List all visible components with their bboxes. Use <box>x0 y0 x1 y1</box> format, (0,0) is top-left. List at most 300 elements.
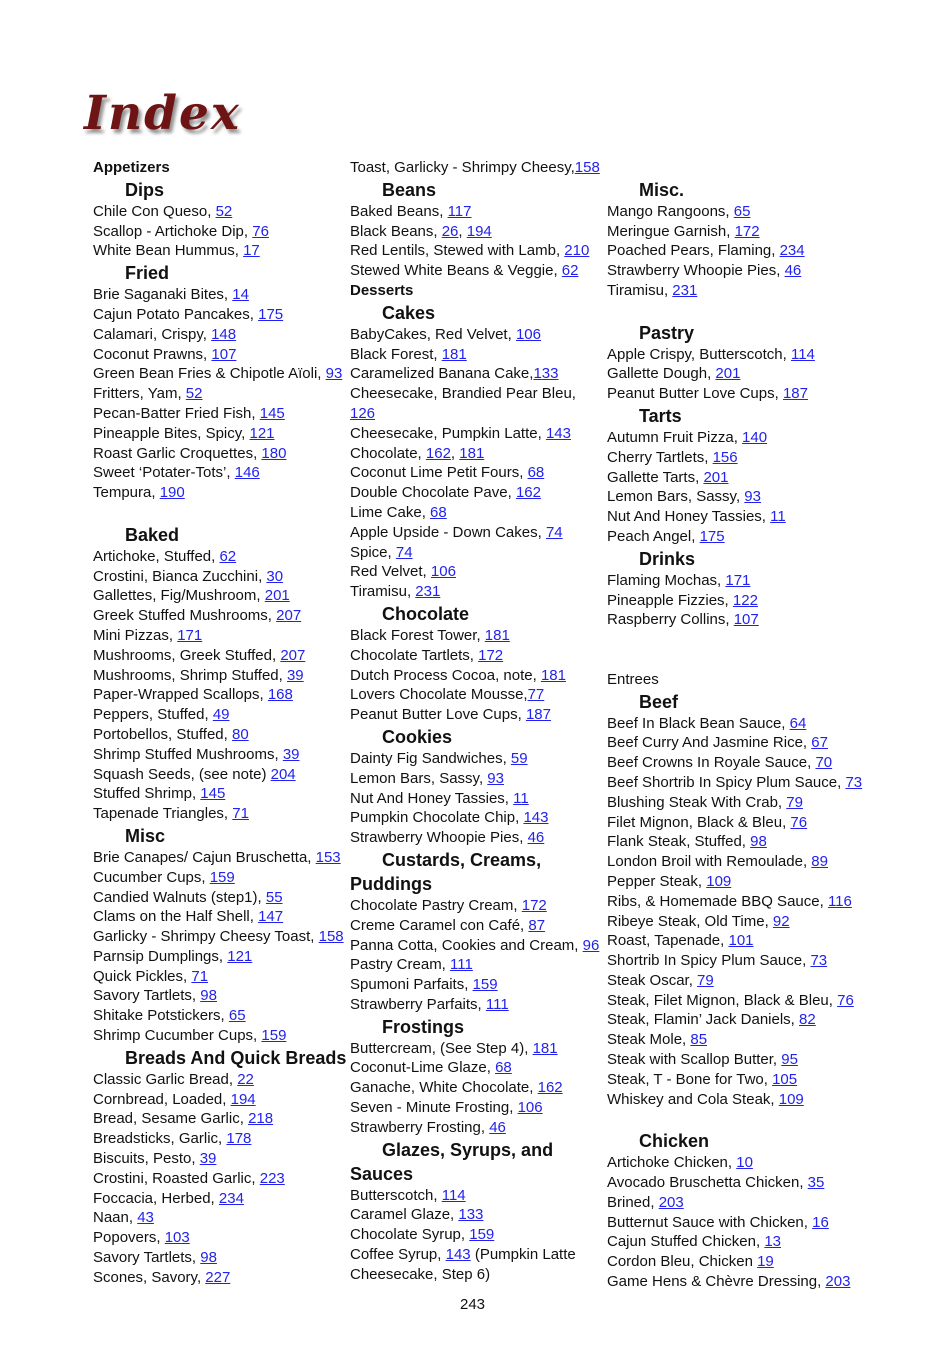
page-link[interactable]: 76 <box>837 991 854 1009</box>
page-link[interactable]: 159 <box>469 1226 495 1244</box>
category-heading: Misc. <box>639 179 685 200</box>
page-link[interactable]: 162 <box>515 484 541 502</box>
index-entry <box>93 927 351 947</box>
entry-text: Shrimp Stuffed Mushrooms, <box>93 745 283 763</box>
index-entry <box>607 487 897 507</box>
entry-text: Pineapple Bites, Spicy, <box>93 424 250 442</box>
page-link[interactable]: 180 <box>261 444 287 462</box>
page-link[interactable]: 111 <box>450 956 473 974</box>
entry-text: Steak Mole, <box>607 1031 691 1049</box>
page-link[interactable]: 11 <box>770 508 786 526</box>
page-link[interactable]: 204 <box>270 765 296 783</box>
entry-text: , <box>458 222 467 240</box>
entry-text: Lime Cake, <box>350 503 431 521</box>
index-entry <box>350 384 602 424</box>
page-link[interactable]: 172 <box>521 896 547 914</box>
index-entry <box>350 1186 602 1206</box>
index-entry <box>350 463 602 483</box>
spacer <box>607 630 897 650</box>
page-link[interactable]: 93 <box>487 769 504 787</box>
index-entry <box>607 1193 897 1213</box>
entry-text: Shortrib In Spicy Plum Sauce, <box>607 952 811 970</box>
page-link[interactable]: 145 <box>259 404 285 422</box>
index-entry <box>93 567 351 587</box>
page-link[interactable]: 46 <box>489 1118 506 1136</box>
page-link[interactable]: 109 <box>706 872 732 890</box>
page-link[interactable]: 117 <box>447 202 472 220</box>
index-entry <box>93 364 351 384</box>
index-entry <box>607 714 897 734</box>
index-entry <box>350 626 602 646</box>
entry-text: Quick Pickles, <box>93 967 192 985</box>
index-entry <box>93 967 351 987</box>
page-link[interactable]: 62 <box>561 262 579 280</box>
page-link[interactable]: 147 <box>258 908 284 926</box>
entry-text: Whiskey and Cola Steak, <box>607 1090 779 1108</box>
entry-text: Naan, <box>93 1209 138 1227</box>
page-link[interactable]: 168 <box>267 686 293 704</box>
page-link[interactable]: 187 <box>525 706 551 724</box>
page-link[interactable]: 22 <box>237 1070 254 1088</box>
index-entry <box>350 646 602 666</box>
page-link[interactable]: 175 <box>699 527 725 545</box>
page-link[interactable]: 35 <box>807 1174 825 1192</box>
index-entry <box>350 975 602 995</box>
index-entry <box>350 1098 602 1118</box>
page-link[interactable]: 68 <box>527 464 545 482</box>
entry-text: Black Beans, <box>350 222 442 240</box>
page-link[interactable]: 122 <box>732 591 758 609</box>
page-link[interactable]: 68 <box>430 503 447 521</box>
entry-text: Chocolate Tartlets, <box>350 646 479 664</box>
page-link[interactable]: 133 <box>533 365 559 383</box>
page-link[interactable]: 158 <box>318 928 344 946</box>
page-link[interactable]: 14 <box>232 286 249 304</box>
entry-text: , <box>450 444 460 462</box>
index-entry <box>607 832 897 852</box>
page-link[interactable]: 79 <box>697 971 714 989</box>
index-entry <box>93 646 351 666</box>
index-entry <box>607 364 897 384</box>
page-link[interactable]: 190 <box>159 484 185 502</box>
index-entry <box>607 753 897 773</box>
entry-text: Gallette Dough, <box>607 365 716 383</box>
page-link[interactable]: 207 <box>280 646 306 664</box>
page-link[interactable]: 109 <box>778 1090 804 1108</box>
index-entry <box>93 1090 351 1110</box>
page-link[interactable]: 55 <box>265 888 283 906</box>
page-link[interactable]: 172 <box>734 222 760 240</box>
page-link[interactable]: 121 <box>249 424 275 442</box>
page-link[interactable]: 13 <box>764 1233 782 1251</box>
entry-text: Steak, Filet Mignon, Black & Bleu, <box>607 991 838 1009</box>
page-link[interactable]: 46 <box>784 262 802 280</box>
page-link[interactable]: 101 <box>728 932 754 950</box>
page-link[interactable]: 121 <box>227 947 253 965</box>
index-entry <box>93 1228 351 1248</box>
index-entry <box>607 892 897 912</box>
page-link[interactable]: 16 <box>812 1213 829 1231</box>
index-entry <box>93 784 351 804</box>
entry-text: Meringue Garnish, <box>607 222 735 240</box>
index-entry <box>607 1252 897 1272</box>
index-entry <box>607 571 897 591</box>
page-link[interactable]: 95 <box>781 1051 798 1069</box>
index-entry <box>93 947 351 967</box>
index-entry <box>350 828 602 848</box>
index-entry <box>93 1109 351 1129</box>
page-link[interactable]: 231 <box>672 281 698 299</box>
index-entry <box>350 503 602 523</box>
index-entry <box>93 202 351 222</box>
index-entry <box>607 527 897 547</box>
index-entry <box>93 1129 351 1149</box>
entry-text: Cherry Tartlets, <box>607 448 713 466</box>
page-link[interactable]: 223 <box>259 1169 285 1187</box>
entry-text: Red Velvet, <box>350 563 431 581</box>
category-heading: Chocolate <box>382 603 470 624</box>
index-entry <box>93 1149 351 1169</box>
index-entry <box>607 507 897 527</box>
page-link[interactable]: 62 <box>219 547 237 565</box>
page-link[interactable]: 64 <box>789 714 807 732</box>
index-entry <box>93 305 351 325</box>
entry-text: Artichoke Chicken, <box>607 1154 737 1172</box>
page-link[interactable]: 172 <box>478 646 504 664</box>
index-entry <box>607 591 897 611</box>
page-link[interactable]: 143 <box>523 809 549 827</box>
index-entry <box>607 852 897 872</box>
page-link[interactable]: 93 <box>325 365 343 383</box>
index-entry <box>93 888 351 908</box>
page-link[interactable]: 181 <box>484 626 510 644</box>
page-link[interactable]: 181 <box>540 666 566 684</box>
entry-text: Chocolate, <box>350 444 426 462</box>
entry-text: Crostini, Bianca Zucchini, <box>93 567 267 585</box>
page-link[interactable]: 181 <box>459 444 485 462</box>
page-link[interactable]: 71 <box>232 805 249 823</box>
page-link[interactable]: 87 <box>528 916 546 934</box>
page-link[interactable]: 92 <box>772 912 790 930</box>
entry-text: Ribs, & Homemade BBQ Sauce, <box>607 892 828 910</box>
index-entry <box>607 1050 897 1070</box>
index-entry <box>607 991 897 1011</box>
page-link[interactable]: 79 <box>786 793 803 811</box>
entry-text: Apple Upside - Down Cakes, <box>350 523 546 541</box>
entry-text: Ganache, White Chocolate, <box>350 1079 538 1097</box>
entry-text: Strawberry Whoopie Pies, <box>607 262 785 280</box>
index-entry <box>93 463 351 483</box>
page-link[interactable]: 203 <box>825 1273 851 1291</box>
entry-text: Beef Curry And Jasmine Rice, <box>607 734 812 752</box>
index-column-right <box>607 158 897 1292</box>
index-entry <box>93 424 351 444</box>
page-link[interactable]: 65 <box>733 202 751 220</box>
category-heading: Pastry <box>639 322 695 343</box>
page-link[interactable]: 74 <box>545 523 563 541</box>
index-title: Index <box>84 86 241 141</box>
entry-text: Cordon Bleu, Chicken <box>607 1253 758 1271</box>
index-entry <box>93 241 351 261</box>
page-link[interactable]: 181 <box>532 1039 558 1057</box>
entry-text: Mushrooms, Greek Stuffed, <box>93 646 281 664</box>
page-link[interactable]: 210 <box>564 242 590 260</box>
index-entry <box>93 483 351 503</box>
page-link[interactable]: 73 <box>810 952 828 970</box>
entry-text: Gallettes, Fig/Mushroom, <box>93 587 265 605</box>
entry-text: Tempura, <box>93 484 160 502</box>
index-entry <box>93 868 351 888</box>
category-heading: Tarts <box>639 405 682 426</box>
entry-text: Lovers Chocolate Mousse, <box>350 686 528 704</box>
page-link[interactable]: 146 <box>234 464 260 482</box>
index-entry <box>93 666 351 686</box>
page-link[interactable]: 17 <box>243 242 260 260</box>
entry-text: Coconut Lime Petit Fours, <box>350 464 528 482</box>
page-link[interactable]: 98 <box>750 833 767 851</box>
index-entry <box>350 202 602 222</box>
index-entry <box>93 606 351 626</box>
page-link[interactable]: 105 <box>772 1070 798 1088</box>
page-link[interactable]: 43 <box>137 1209 154 1227</box>
page-link[interactable]: 46 <box>527 829 545 847</box>
page-link[interactable]: 70 <box>815 754 833 772</box>
entry-text: Mushrooms, Shrimp Stuffed, <box>93 666 287 684</box>
index-entry <box>350 936 602 956</box>
index-entry <box>607 912 897 932</box>
page-link[interactable]: 159 <box>261 1027 287 1045</box>
page-link[interactable]: 227 <box>205 1268 231 1286</box>
entry-text: Strawberry Parfaits, <box>350 995 486 1013</box>
index-entry <box>350 705 602 725</box>
index-entry <box>350 995 602 1015</box>
page-link[interactable]: 181 <box>441 345 467 363</box>
page-link[interactable]: 145 <box>200 785 226 803</box>
page-link[interactable]: 76 <box>252 222 269 240</box>
entry-text: Fritters, Yam, <box>93 385 186 403</box>
page-link[interactable]: 207 <box>276 607 302 625</box>
index-entry <box>350 685 602 705</box>
index-entry <box>607 428 897 448</box>
index-entry <box>93 285 351 305</box>
entry-text: Blushing Steak With Crab, <box>607 793 787 811</box>
entry-text: Apple Crispy, Butterscotch, <box>607 345 791 363</box>
index-entry <box>607 773 897 793</box>
page-link[interactable]: 156 <box>712 448 738 466</box>
index-entry <box>93 1208 351 1228</box>
page-link[interactable]: 52 <box>185 385 203 403</box>
page-link[interactable]: 218 <box>248 1110 274 1128</box>
entry-text: Brined, <box>607 1193 659 1211</box>
page-link[interactable]: 234 <box>779 242 805 260</box>
entry-text: Savory Tartlets, <box>93 987 201 1005</box>
page-link[interactable]: 148 <box>211 325 237 343</box>
index-entry <box>607 1232 897 1252</box>
page-link[interactable]: 106 <box>517 1099 543 1117</box>
section-label: Desserts <box>350 281 414 299</box>
page-link[interactable]: 73 <box>845 773 863 791</box>
page-link[interactable]: 171 <box>177 626 203 644</box>
index-entry <box>93 222 351 242</box>
page-link[interactable]: 39 <box>199 1150 217 1168</box>
index-entry <box>607 261 897 281</box>
page-link[interactable]: 52 <box>215 202 233 220</box>
page-link[interactable]: 26 <box>441 222 459 240</box>
page-link[interactable]: 133 <box>458 1206 484 1224</box>
page-link[interactable]: 116 <box>827 892 852 910</box>
entry-text: Ribeye Steak, Old Time, <box>607 912 773 930</box>
page-link[interactable]: 11 <box>513 789 529 807</box>
spacer <box>607 158 897 178</box>
entry-text: Double Chocolate Pave, <box>350 484 516 502</box>
entry-text: Flank Steak, Stuffed, <box>607 833 751 851</box>
page-link[interactable]: 126 <box>350 404 376 422</box>
page-link[interactable]: 175 <box>258 305 284 323</box>
page-link[interactable]: 98 <box>200 987 217 1005</box>
entry-text: Squash Seeds, (see note) <box>93 765 271 783</box>
page-link[interactable]: 65 <box>228 1007 246 1025</box>
index-entry <box>350 749 602 769</box>
index-entry <box>93 626 351 646</box>
entry-text: Chile Con Queso, <box>93 202 216 220</box>
index-entry <box>350 1205 602 1225</box>
index-entry <box>93 404 351 424</box>
page-link[interactable]: 162 <box>425 444 451 462</box>
entry-text: Strawberry Frosting, <box>350 1118 490 1136</box>
page-link[interactable]: 114 <box>790 345 815 363</box>
index-entry <box>93 986 351 1006</box>
entry-text: Poached Pears, Flaming, <box>607 242 780 260</box>
page-link[interactable]: 77 <box>527 686 545 704</box>
page-link[interactable]: 59 <box>510 749 528 767</box>
page-link[interactable]: 89 <box>811 853 828 871</box>
entry-text: Popovers, <box>93 1229 165 1247</box>
page-link[interactable]: 106 <box>515 325 541 343</box>
page-link[interactable]: 49 <box>212 706 230 724</box>
entry-text: Panna Cotta, Cookies and Cream, <box>350 936 583 954</box>
entry-text: Cheesecake, Brandied Pear Bleu, <box>350 385 576 403</box>
page-link[interactable]: 114 <box>441 1186 466 1204</box>
page-link[interactable]: 201 <box>264 587 290 605</box>
page-link[interactable]: 19 <box>757 1253 774 1271</box>
entry-text: London Broil with Remoulade, <box>607 853 812 871</box>
page-link[interactable]: 85 <box>690 1031 708 1049</box>
entry-text: Spumoni Parfaits, <box>350 976 473 994</box>
index-entry <box>350 1245 602 1285</box>
entry-text: Greek Stuffed Mushrooms, <box>93 607 277 625</box>
page-link[interactable]: 80 <box>231 725 249 743</box>
page-link[interactable]: 68 <box>495 1059 512 1077</box>
page-link[interactable]: 203 <box>658 1193 684 1211</box>
page-link[interactable]: 111 <box>485 995 509 1013</box>
page-link[interactable]: 30 <box>266 567 284 585</box>
index-entry <box>93 586 351 606</box>
page-link[interactable]: 10 <box>736 1154 753 1172</box>
page-link[interactable]: 106 <box>430 563 456 581</box>
page-link[interactable]: 194 <box>230 1090 256 1108</box>
entry-text: Caramel Glaze, <box>350 1206 459 1224</box>
page-link[interactable]: 107 <box>733 611 759 629</box>
page-link[interactable]: 93 <box>744 488 761 506</box>
index-entry <box>607 1272 897 1292</box>
page-link[interactable]: 143 <box>545 424 571 442</box>
page-link[interactable]: 153 <box>315 848 341 866</box>
entry-text: Red Lentils, Stewed with Lamb, <box>350 242 565 260</box>
index-entry <box>350 325 602 345</box>
page-link[interactable]: 159 <box>209 868 235 886</box>
page-link[interactable]: 39 <box>286 666 304 684</box>
page-link[interactable]: 234 <box>218 1189 244 1207</box>
index-entry <box>93 547 351 567</box>
page-link[interactable]: 159 <box>472 976 498 994</box>
entry-text: Paper-Wrapped Scallops, <box>93 686 268 704</box>
page-link[interactable]: 162 <box>537 1079 563 1097</box>
index-entry <box>93 848 351 868</box>
page-link[interactable]: 201 <box>703 468 729 486</box>
entry-text: Garlicky - Shrimpy Cheesy Toast, <box>93 928 319 946</box>
entry-text: Tiramisu, <box>607 281 673 299</box>
page-link[interactable]: 171 <box>725 571 751 589</box>
page-link[interactable]: 231 <box>415 583 441 601</box>
index-entry <box>607 1153 897 1173</box>
category-heading: Beef <box>639 691 679 712</box>
page-link[interactable]: 143 <box>445 1246 471 1264</box>
spacer <box>93 503 351 523</box>
entry-text: Flaming Mochas, <box>607 571 726 589</box>
index-entry <box>350 523 602 543</box>
index-entry <box>350 158 602 178</box>
entry-text: Dainty Fig Sandwiches, <box>350 749 511 767</box>
entry-text: Butterscotch, <box>350 1186 442 1204</box>
index-entry <box>607 872 897 892</box>
page-link[interactable]: 76 <box>790 813 808 831</box>
page-link[interactable]: 194 <box>466 222 492 240</box>
page-link[interactable]: 178 <box>226 1130 252 1148</box>
entry-text: Avocado Bruschetta Chicken, <box>607 1174 808 1192</box>
page-link[interactable]: 39 <box>282 745 300 763</box>
entry-text: Peach Angel, <box>607 527 700 545</box>
index-entry <box>350 916 602 936</box>
index-entry <box>350 562 602 582</box>
entry-text: Beef Crowns In Royale Sauce, <box>607 754 816 772</box>
page-link[interactable]: 74 <box>395 543 413 561</box>
page-link[interactable]: 67 <box>811 734 828 752</box>
category-heading: Cakes <box>382 302 436 323</box>
index-entry <box>607 1070 897 1090</box>
page-link[interactable]: 107 <box>211 345 237 363</box>
entry-text: Brie Canapes/ Cajun Bruschetta, <box>93 848 316 866</box>
page-link[interactable]: 98 <box>200 1249 217 1267</box>
index-entry <box>350 666 602 686</box>
index-entry <box>607 222 897 242</box>
page-link[interactable]: 96 <box>582 936 600 954</box>
page-link[interactable]: 82 <box>799 1011 816 1029</box>
entry-text: Steak Oscar, <box>607 971 698 989</box>
index-entry <box>93 804 351 824</box>
page-link[interactable]: 71 <box>191 967 209 985</box>
page-link[interactable]: 187 <box>782 385 808 403</box>
entry-text: Stewed White Beans & Veggie, <box>350 262 562 280</box>
index-entry <box>607 1010 897 1030</box>
entry-text: Strawberry Whoopie Pies, <box>350 829 528 847</box>
entry-text: Scallop - Artichoke Dip, <box>93 222 253 240</box>
page-link[interactable]: 201 <box>715 365 741 383</box>
page-link[interactable]: 103 <box>164 1229 190 1247</box>
index-entry <box>607 813 897 833</box>
page-link[interactable]: 140 <box>742 428 768 446</box>
page-link[interactable]: 158 <box>574 159 600 176</box>
entry-text: Foccacia, Herbed, <box>93 1189 219 1207</box>
